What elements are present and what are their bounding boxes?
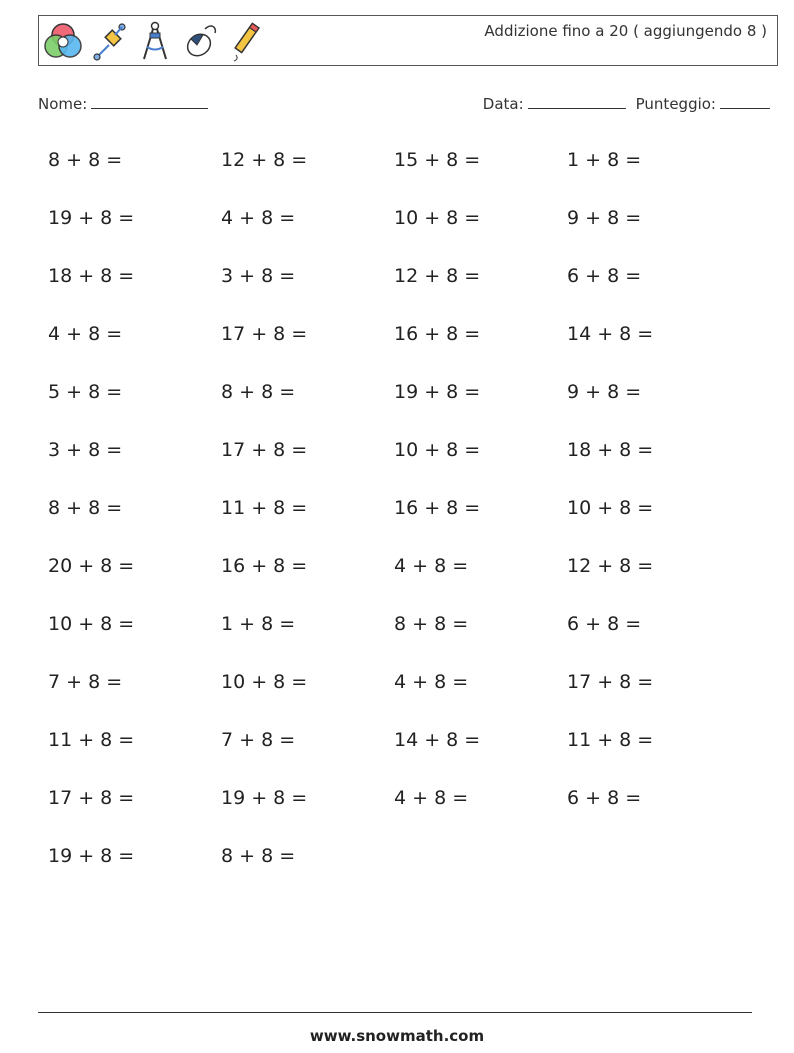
problem-item: 7 + 8 =: [221, 729, 296, 751]
problem-item: 6 + 8 =: [567, 613, 642, 635]
problem-item: 6 + 8 =: [567, 265, 642, 287]
problem-item: 10 + 8 =: [567, 497, 654, 519]
problem-item: 16 + 8 =: [394, 323, 481, 345]
footer-divider: [38, 1012, 752, 1013]
header-icons: [43, 19, 267, 63]
problem-item: 8 + 8 =: [48, 497, 123, 519]
score-blank[interactable]: [720, 92, 770, 109]
problem-item: 4 + 8 =: [394, 671, 469, 693]
problem-item: 4 + 8 =: [394, 555, 469, 577]
problem-item: 7 + 8 =: [48, 671, 123, 693]
date-score-fields: [483, 92, 770, 113]
problem-item: 18 + 8 =: [567, 439, 654, 461]
footer-site: www.snowmath.com: [309, 1027, 485, 1045]
problem-item: 9 + 8 =: [567, 207, 642, 229]
problem-item: 10 + 8 =: [48, 613, 135, 635]
problem-item: 10 + 8 =: [394, 207, 481, 229]
problem-item: 4 + 8 =: [221, 207, 296, 229]
name-field[interactable]: [38, 92, 208, 113]
date-blank[interactable]: [528, 92, 626, 109]
problem-item: 16 + 8 =: [221, 555, 308, 577]
problem-item: 16 + 8 =: [394, 497, 481, 519]
problem-item: 11 + 8 =: [48, 729, 135, 751]
student-info-row: [38, 92, 770, 116]
problem-item: 19 + 8 =: [394, 381, 481, 403]
problem-item: 9 + 8 =: [567, 381, 642, 403]
problem-item: 17 + 8 =: [221, 323, 308, 345]
problem-item: 12 + 8 =: [221, 149, 308, 171]
problem-grid: [48, 146, 740, 900]
problem-item: 8 + 8 =: [221, 845, 296, 867]
pencil-icon: [227, 19, 267, 63]
name-blank[interactable]: [91, 92, 208, 109]
problem-item: 19 + 8 =: [48, 845, 135, 867]
problem-item: 14 + 8 =: [394, 729, 481, 751]
problem-item: 8 + 8 =: [48, 149, 123, 171]
problem-item: 3 + 8 =: [48, 439, 123, 461]
problem-item: 12 + 8 =: [567, 555, 654, 577]
problem-item: 8 + 8 =: [394, 613, 469, 635]
problem-item: 8 + 8 =: [221, 381, 296, 403]
pushpin-icon: [89, 19, 129, 63]
problem-item: 10 + 8 =: [221, 671, 308, 693]
worksheet-header: [38, 15, 778, 66]
problem-item: 17 + 8 =: [48, 787, 135, 809]
problem-item: 6 + 8 =: [567, 787, 642, 809]
problem-item: 4 + 8 =: [394, 787, 469, 809]
problem-item: 17 + 8 =: [567, 671, 654, 693]
problem-item: 14 + 8 =: [567, 323, 654, 345]
name-label: Nome:: [38, 95, 88, 113]
problem-item: 5 + 8 =: [48, 381, 123, 403]
problem-item: 11 + 8 =: [567, 729, 654, 751]
problem-item: 19 + 8 =: [221, 787, 308, 809]
date-label: Data:: [482, 95, 524, 113]
worksheet-title: Addizione fino a 20 ( aggiungendo 8 ): [484, 22, 767, 40]
problem-item: 12 + 8 =: [394, 265, 481, 287]
problem-item: 1 + 8 =: [221, 613, 296, 635]
mouse-icon: [181, 19, 221, 63]
problem-item: 19 + 8 =: [48, 207, 135, 229]
score-label: Punteggio:: [635, 95, 716, 113]
problem-item: 20 + 8 =: [48, 555, 135, 577]
problem-item: 4 + 8 =: [48, 323, 123, 345]
compass-icon: [135, 19, 175, 63]
problem-item: 17 + 8 =: [221, 439, 308, 461]
color-circles-icon: [43, 19, 83, 63]
problem-item: 3 + 8 =: [221, 265, 296, 287]
problem-item: 15 + 8 =: [394, 149, 481, 171]
problem-item: 1 + 8 =: [567, 149, 642, 171]
problem-item: 11 + 8 =: [221, 497, 308, 519]
problem-item: 10 + 8 =: [394, 439, 481, 461]
problem-item: 18 + 8 =: [48, 265, 135, 287]
